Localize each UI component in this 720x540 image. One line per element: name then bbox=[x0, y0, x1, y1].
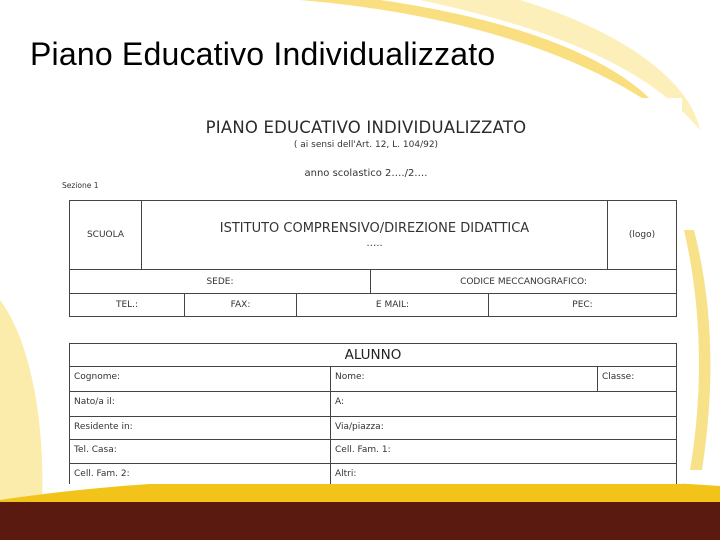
cell-scuola bbox=[69, 200, 142, 270]
cell-email bbox=[296, 293, 489, 317]
cell-sede bbox=[69, 269, 371, 294]
bottom-bar bbox=[0, 502, 720, 540]
cell-cell1 bbox=[330, 439, 677, 464]
cell2-label: Cell. Fam. 2: bbox=[74, 469, 130, 479]
istituto-dots: ….. bbox=[366, 238, 383, 249]
cell-tel bbox=[69, 293, 185, 317]
gold-swoosh-right bbox=[684, 230, 710, 470]
logo-placeholder: (logo) bbox=[628, 230, 656, 240]
section-label: Sezione 1 bbox=[62, 181, 99, 190]
alunno-heading: ALUNNO bbox=[344, 347, 402, 363]
sede-label: SEDE: bbox=[206, 276, 234, 287]
cell-cell2 bbox=[69, 463, 331, 484]
codice-label: CODICE MECCANOGRAFICO: bbox=[460, 276, 587, 287]
classe-label: Classe: bbox=[602, 372, 635, 382]
scuola-label: SCUOLA bbox=[86, 230, 125, 240]
via-label: Via/piazza: bbox=[335, 422, 384, 432]
cell-pec bbox=[488, 293, 677, 317]
document-subtitle: ( ai sensi dell'Art. 12, L. 104/92) bbox=[293, 140, 439, 150]
cell-altri bbox=[330, 463, 677, 484]
cell-nato bbox=[69, 391, 331, 417]
fax-label: FAX: bbox=[230, 300, 251, 310]
tel-casa-label: Tel. Casa: bbox=[74, 445, 117, 455]
cell-a bbox=[330, 391, 677, 417]
tel-label: TEL.: bbox=[115, 300, 139, 310]
cell-codice bbox=[370, 269, 677, 294]
document-image bbox=[50, 98, 682, 484]
cognome-label: Cognome: bbox=[74, 372, 121, 382]
document-title: PIANO EDUCATIVO INDIVIDUALIZZATO bbox=[205, 118, 527, 137]
cell-fax bbox=[184, 293, 297, 317]
cell-logo bbox=[607, 200, 677, 270]
school-year: anno scolastico 2…./2…. bbox=[304, 168, 428, 179]
cell-via bbox=[330, 416, 677, 440]
istituto-block bbox=[220, 221, 529, 249]
cell-residente bbox=[69, 416, 331, 440]
cell-classe bbox=[597, 366, 677, 392]
istituto-name: ISTITUTO COMPRENSIVO/DIREZIONE DIDATTICA bbox=[219, 221, 530, 236]
nome-label: Nome: bbox=[335, 372, 365, 382]
cell-tel-casa bbox=[69, 439, 331, 464]
cell-istituto bbox=[141, 200, 608, 270]
nato-label: Nato/a il: bbox=[74, 397, 115, 407]
email-label: E MAIL: bbox=[375, 300, 410, 310]
pec-label: PEC: bbox=[572, 300, 593, 310]
residente-label: Residente in: bbox=[74, 422, 133, 432]
gold-swoosh-left bbox=[0, 300, 42, 500]
cell-cognome bbox=[69, 366, 331, 392]
a-label: A: bbox=[335, 397, 345, 407]
alunno-header bbox=[69, 343, 677, 367]
altri-label: Altri: bbox=[335, 469, 357, 479]
cell-nome bbox=[330, 366, 598, 392]
cell1-label: Cell. Fam. 1: bbox=[335, 445, 391, 455]
slide-title: Piano Educativo Individualizzato bbox=[30, 36, 496, 72]
